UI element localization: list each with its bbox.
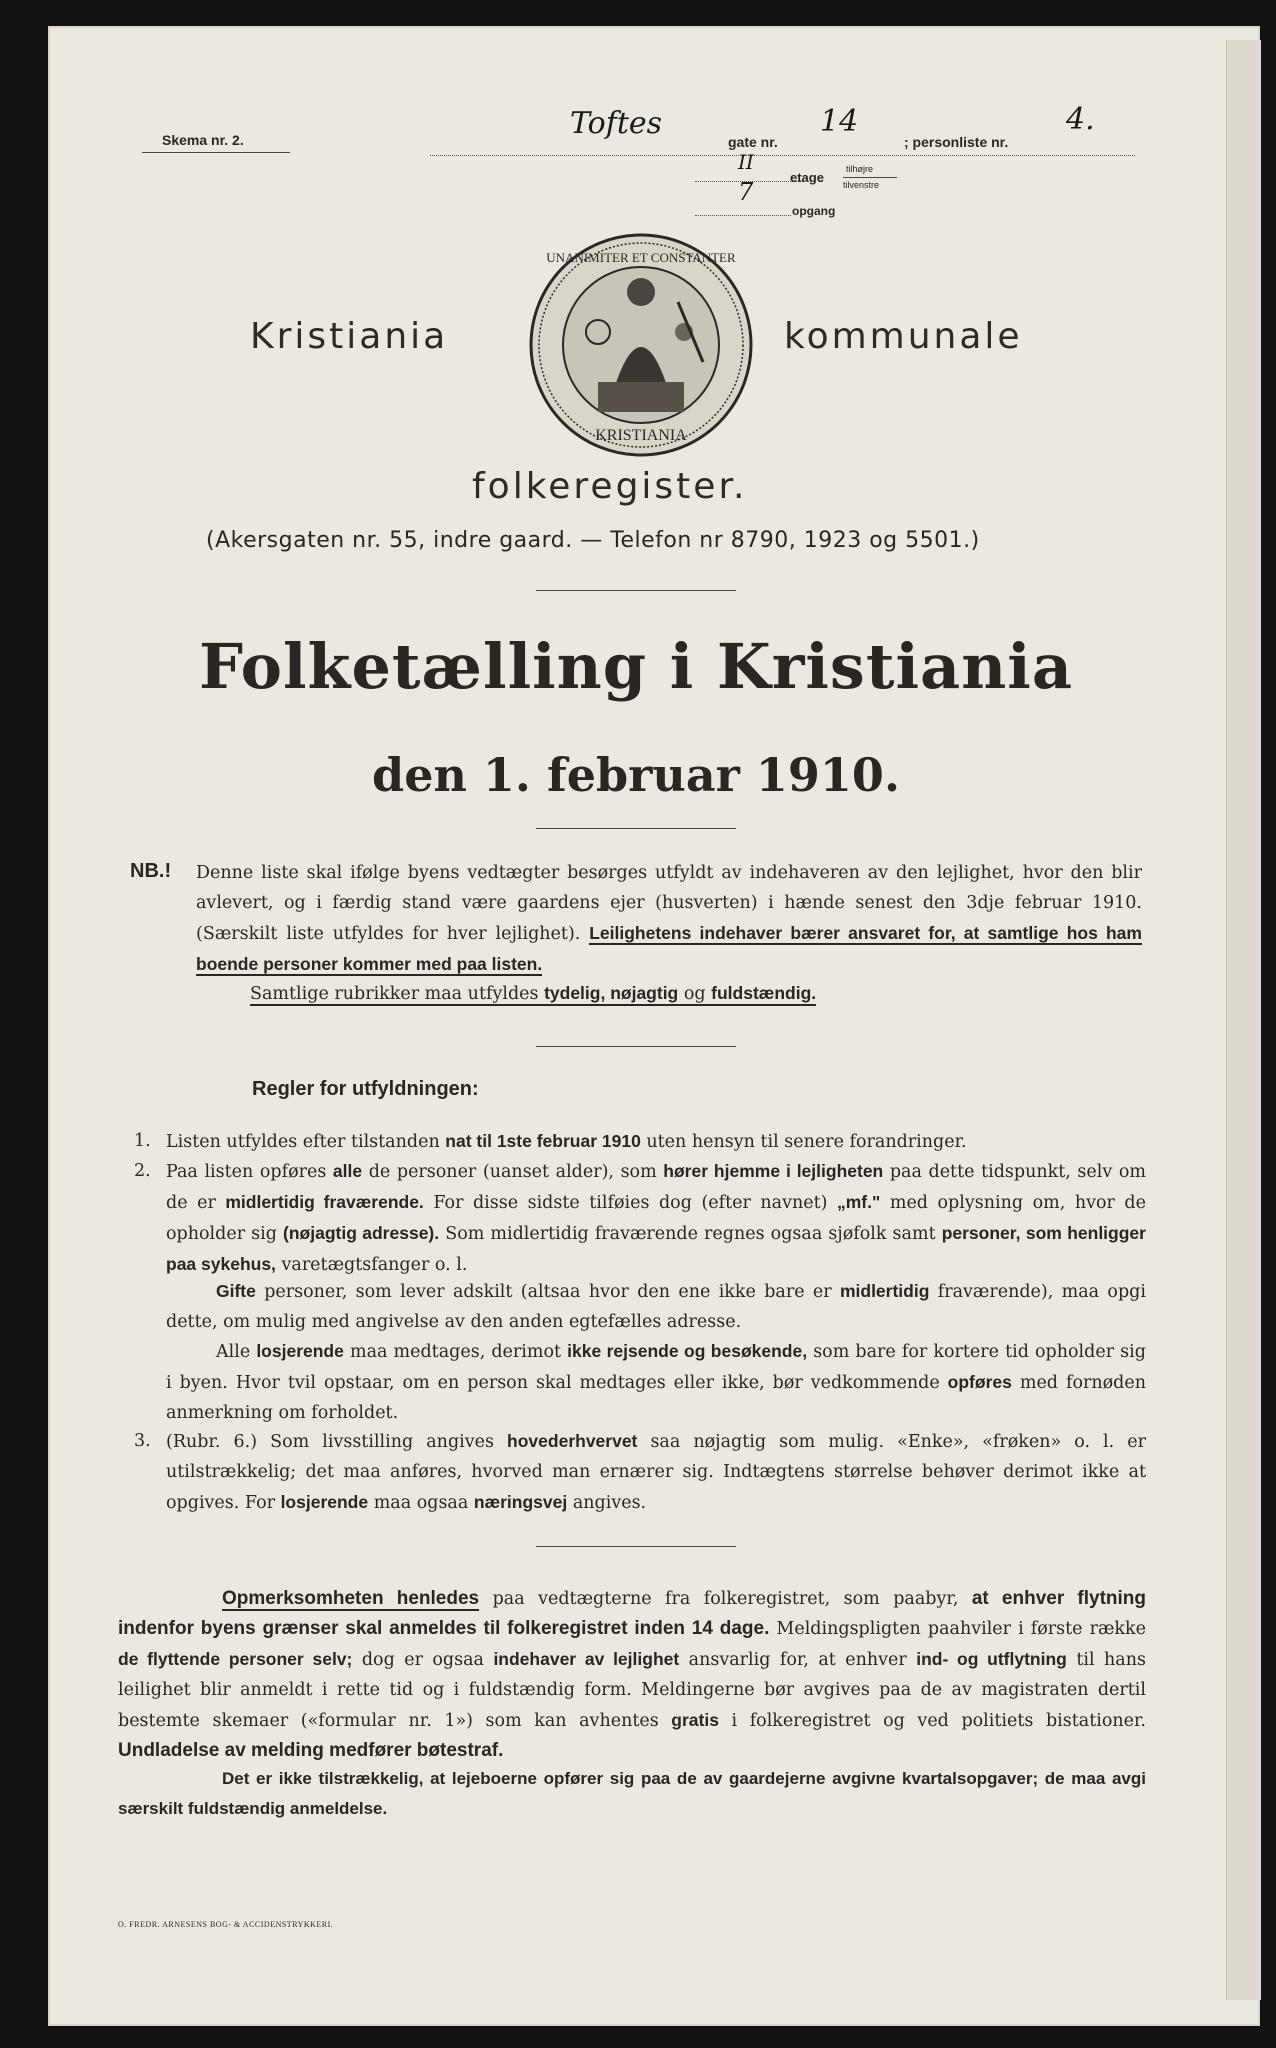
rule-2-lodgers: Alle losjerende maa medtages, derimot ikke rejsende og besøkende, som bare for kortere tid opholder sig i byen. Hvor tvil opstaar, om en person skal medtages eller ikke, bør vedkommende opføres med fornøden anmerkning om forholdet. (166, 1341, 1146, 1423)
nb-label: NB.! (130, 860, 172, 882)
rule-1: Listen utfyldes efter tilstanden nat til 1ste februar 1910 uten hensyn til senere forandringer. (166, 1131, 967, 1152)
etage-label: etage (790, 170, 824, 185)
personliste-number-field[interactable]: 4. (1066, 102, 1095, 137)
org-folkeregister: folkeregister. (472, 466, 748, 507)
gate-number-field[interactable]: 14 (820, 104, 859, 139)
org-left: Kristiania (250, 316, 449, 357)
rule-2: Paa listen opføres alle de personer (uanset alder), som hører hjemme i lejligheten paa dette tidspunkt, selv om de er midlertidig fraværende. For disse sidste tilføies dog (efter navnet) „mf." med oplysning om, hvor de opholder sig (nøjagtig adresse). Som midlertidig fraværende regnes ogsaa sjøfolk samt personer, som henligger paa sykehus, varetægtsfanger o. l. (166, 1161, 1146, 1275)
rule-2-married: Gifte personer, som lever adskilt (altsaa hvor den ene ikke bare er midlertidig fraværende), maa opgi dette, om mulig med angivelse av den anden egtefælles adresse. (166, 1281, 1146, 1332)
personliste-label: ; personliste nr. (904, 134, 1009, 150)
svg-text:UNANIMITER ET CONSTANTER: UNANIMITER ET CONSTANTER (546, 250, 736, 265)
etage-field[interactable]: II (738, 150, 754, 174)
street-name-field[interactable]: Toftes (570, 106, 663, 141)
opgang-field[interactable]: 7 (738, 178, 754, 206)
printer-imprint: O. FREDR. ARNESENS BOG- & ACCIDENSTRYKKERI. (118, 1920, 334, 1929)
org-right: kommunale (784, 316, 1023, 357)
tilvenstre-label: tilvenstre (843, 180, 880, 190)
nb-rubrics: Samtlige rubrikker maa utfyldes tydelig, nøjagtig og fuldstændig. (250, 983, 817, 1004)
nb-responsibility: Leilighetens indehaver bærer ansvaret for, at samtlige hos ham boende personer kommer med paa listen. (196, 923, 1142, 974)
notice-paragraph: Opmerksomheten henledes paa vedtægterne fra folkeregistret, som paabyr, at enhver flytning indenfor byens grænser skal anmeldes til folkeregistret inden 14 dage. Meldingspligten paahviler i første række de flyttende personer selv; dog er ogsaa indehaver av lejlighet ansvarlig for, at enhver ind- og utflytning til hans leilighet blir anmeldt i rette tid og i fuldstændig form. Meldingerne bør avgives paa de av magistraten dertil bestemte skemaer («formular nr. 1») som kan avhentes gratis i folkeregistret og ved politiets bistationer. Undladelse av melding medfører bøtestraf. (118, 1588, 1146, 1761)
page-title: Folketælling i Kristiania (198, 630, 1074, 703)
rule-3: (Rubr. 6.) Som livsstilling angives hovederhvervet saa nøjagtig som mulig. «Enke», «frøken» o. l. er utilstrækkelig; det maa anføres, hvorved man ernærer sig. Indtægtens størrelse behøver derimot ikke at opgives. For losjerende maa ogsaa næringsvej angives. (166, 1431, 1146, 1513)
org-address: (Akersgaten nr. 55, indre gaard. — Telefon nr 8790, 1923 og 5501.) (206, 528, 980, 553)
page-subtitle: den 1. februar 1910. (372, 748, 900, 802)
rule-1-number: 1. (134, 1131, 151, 1151)
tilhojre-label: tilhøjre (846, 164, 874, 174)
gate-label: gate nr. (728, 134, 778, 150)
svg-text:KRISTIANIA: KRISTIANIA (595, 427, 687, 444)
kristiania-seal (528, 232, 754, 458)
notice-last: Det er ikke tilstrækkelig, at lejeboerne opfører sig paa de av gaardejerne avgivne kvartalsopgaver; de maa avgi særskilt fuldstændig anmeldelse. (118, 1769, 1146, 1818)
rule-3-number: 3. (134, 1431, 151, 1451)
opgang-label: opgang (792, 204, 836, 218)
rule-2-number: 2. (134, 1161, 151, 1181)
rules-heading: Regler for utfyldningen: (252, 1078, 479, 1100)
schema-number: Skema nr. 2. (162, 132, 244, 148)
nb-paragraph: Denne liste skal ifølge byens vedtægter besørges utfyldt av indehaveren av den lejlighet, hvor den blir avlevert, og i færdig stand være gaardens ejer (husverten) i hænde senest den 3dje februar 1910. (Særskilt liste utfyldes for hver lejlighet). Leilighetens indehaver bærer ansvaret for, at samtlige hos ham boende personer kommer med paa listen. (196, 863, 1142, 974)
page-edge (1226, 40, 1261, 2000)
